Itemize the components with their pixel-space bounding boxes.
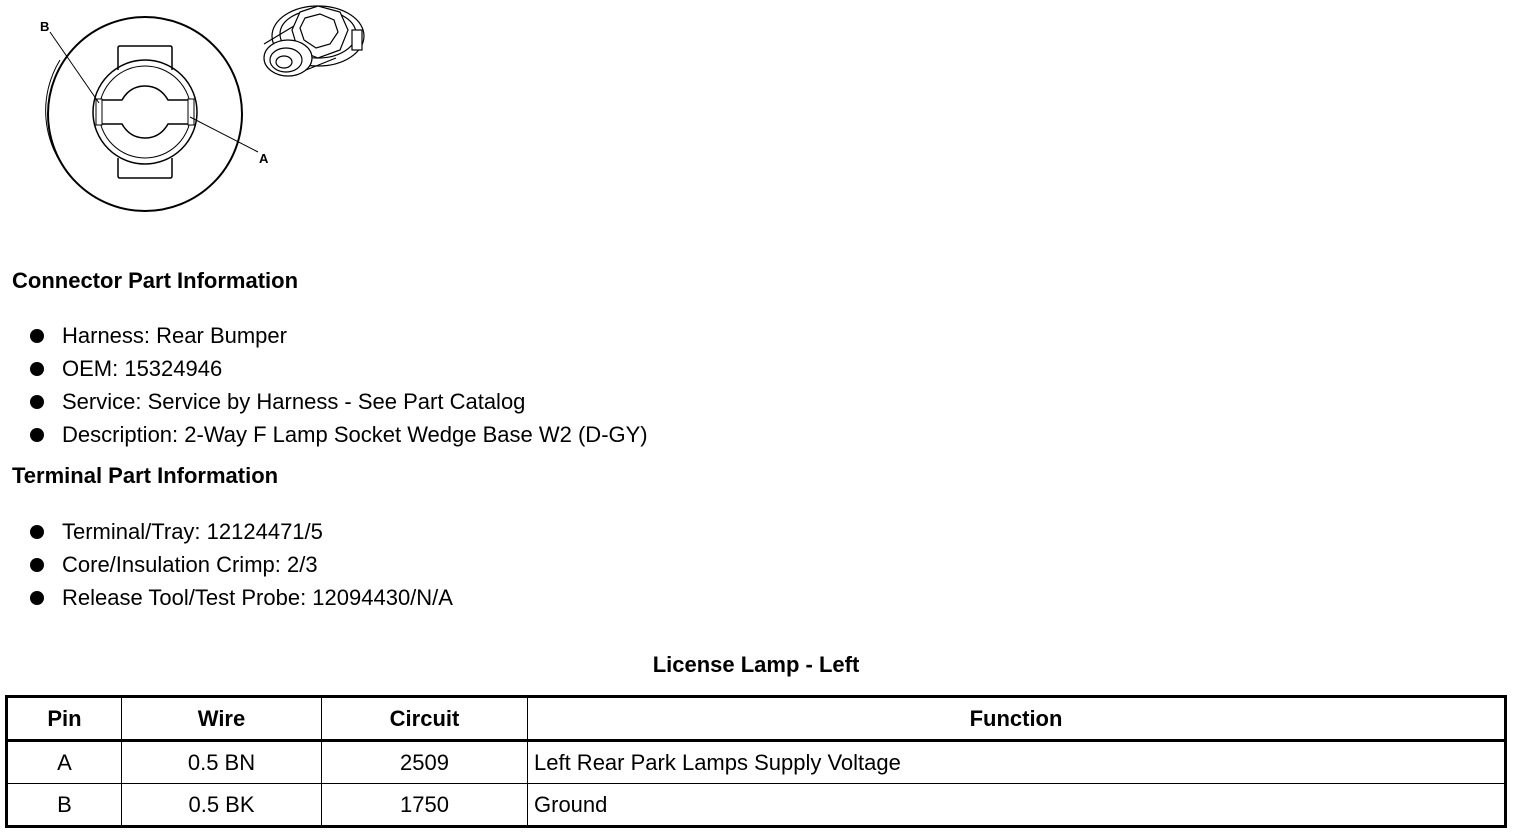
table-header-row bbox=[7, 697, 1506, 741]
terminal-a bbox=[188, 99, 194, 125]
cell-function: Ground bbox=[528, 784, 1506, 827]
cell-wire: 0.5 BN bbox=[122, 741, 322, 784]
column-header-pin: Pin bbox=[7, 697, 122, 741]
list-item-text: Service: Service by Harness - See Part Catalog bbox=[62, 389, 526, 414]
cell-circuit: 2509 bbox=[322, 741, 528, 784]
pinout-table bbox=[5, 695, 1507, 828]
leader-b bbox=[50, 32, 99, 103]
table-row bbox=[7, 741, 1506, 784]
cell-function: Left Rear Park Lamps Supply Voltage bbox=[528, 741, 1506, 784]
list-item bbox=[28, 515, 453, 548]
column-header-wire: Wire bbox=[122, 697, 322, 741]
leader-a bbox=[190, 117, 258, 152]
connector-info-list bbox=[28, 319, 648, 451]
list-item-text: OEM: 15324946 bbox=[62, 356, 223, 381]
bullet-icon bbox=[30, 428, 44, 442]
bullet-icon bbox=[30, 395, 44, 409]
bullet-icon bbox=[30, 591, 44, 605]
cell-wire: 0.5 BK bbox=[122, 784, 322, 827]
bullet-icon bbox=[30, 558, 44, 572]
bullet-icon bbox=[30, 362, 44, 376]
list-item-text: Harness: Rear Bumper bbox=[62, 323, 287, 348]
bullet-icon bbox=[30, 525, 44, 539]
table-title: License Lamp - Left bbox=[652, 652, 860, 677]
bullet-icon bbox=[30, 329, 44, 343]
list-item bbox=[28, 581, 453, 614]
label-b: B bbox=[40, 19, 50, 34]
list-item-text: Description: 2-Way F Lamp Socket Wedge Base W2 (D-GY) bbox=[62, 422, 648, 447]
list-item bbox=[28, 418, 648, 451]
cell-circuit: 1750 bbox=[322, 784, 528, 827]
cell-pin: B bbox=[7, 784, 122, 827]
socket-3d-illustration bbox=[264, 6, 364, 76]
list-item-text: Core/Insulation Crimp: 2/3 bbox=[62, 552, 318, 577]
cell-pin: A bbox=[7, 741, 122, 784]
table-row bbox=[7, 784, 1506, 827]
socket-opening bbox=[100, 86, 190, 138]
column-header-function: Function bbox=[528, 697, 1506, 741]
label-a: A bbox=[259, 151, 269, 166]
terminal-info-list bbox=[28, 515, 453, 614]
list-item-text: Release Tool/Test Probe: 12094430/N/A bbox=[62, 585, 453, 610]
connector-section-title: Connector Part Information bbox=[12, 268, 299, 293]
list-item bbox=[28, 319, 648, 352]
column-header-circuit: Circuit bbox=[322, 697, 528, 741]
list-item bbox=[28, 352, 648, 385]
list-item-text: Terminal/Tray: 12124471/5 bbox=[62, 519, 323, 544]
connector-diagram bbox=[0, 0, 400, 230]
list-item bbox=[28, 385, 648, 418]
terminal-section-title: Terminal Part Information bbox=[12, 463, 279, 488]
list-item bbox=[28, 548, 453, 581]
